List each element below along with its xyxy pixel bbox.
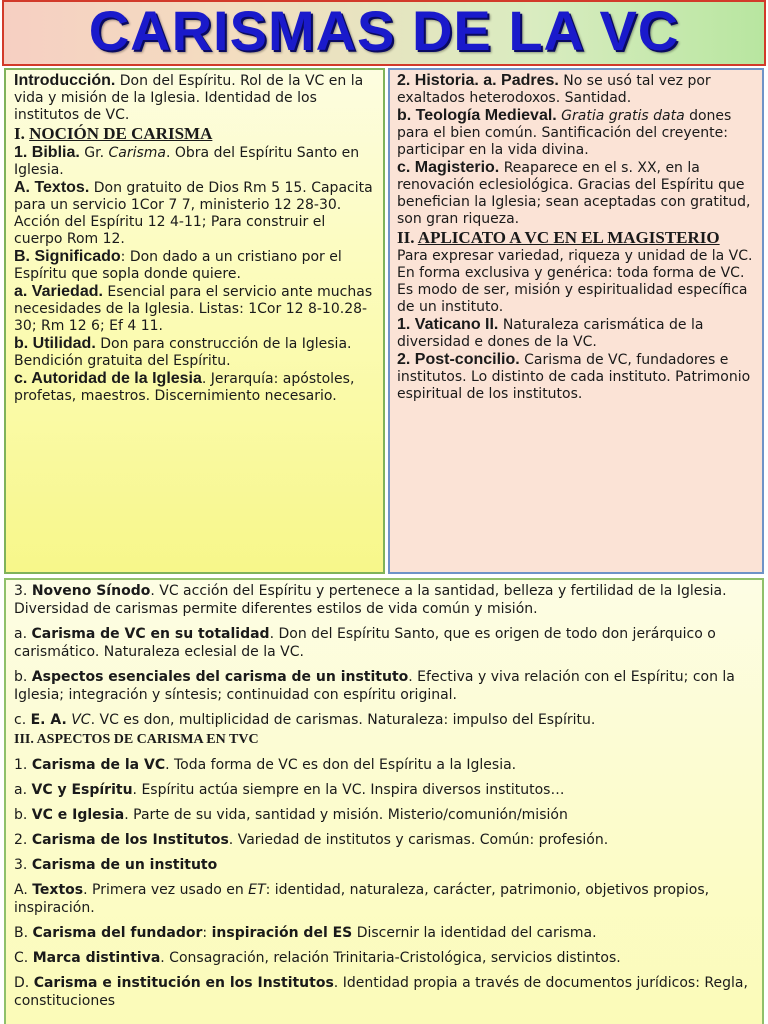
biblia-italic: Carisma [108, 145, 166, 161]
item-3-paragraph [14, 806, 754, 824]
item-2-paragraph [14, 781, 754, 799]
item-7-paragraph [14, 924, 754, 942]
item-7-text: Discernir la identidad del carisma. [352, 925, 597, 941]
postconcilio-paragraph [397, 351, 756, 403]
textos-paragraph [14, 179, 377, 248]
item-4-number: 2. [14, 832, 32, 848]
sinodo-number: 3. [14, 583, 32, 599]
a-paragraph [14, 625, 754, 661]
b-paragraph [14, 668, 754, 704]
a-text: . Don del Espíritu Santo, que es origen de todo don jerárquico o carismático. Naturaleza eclesial de la VC. [14, 626, 716, 660]
autoridad-label: c. Autoridad de la Iglesia [14, 370, 202, 387]
intro-label: Introducción. [14, 72, 116, 89]
section-1-title: NOCIÓN DE CARISMA [29, 124, 213, 143]
item-6-pre: . Primera vez usado en [83, 882, 249, 898]
intro-paragraph [14, 72, 377, 124]
b-number: b. [14, 669, 32, 685]
historia-paragraph [397, 72, 756, 107]
item-3-text: . Parte de su vida, santidad y misión. Misterio/comunión/misión [124, 807, 568, 823]
variedad-paragraph [14, 283, 377, 335]
teologia-italic: Gratia gratis data [556, 108, 685, 124]
item-5-paragraph [14, 856, 754, 874]
a-label: Carisma de VC en su totalidad [31, 626, 270, 642]
page-title: CARISMAS DE LA VC [88, 0, 680, 62]
section-1-heading [14, 124, 377, 144]
biblia-post: . Obra del Espíritu Santo en Iglesia. [14, 145, 360, 178]
variedad-text: Esencial para el servicio ante muchas necesidades de la Iglesia. Listas: 1Cor 12 8-10.28-30; Rm 12 6; Ef 4 11. [14, 284, 373, 334]
item-6-label: Textos [32, 882, 84, 898]
item-3-label: VC e Iglesia [31, 807, 125, 823]
historia-label: 2. Historia. a. Padres. [397, 72, 559, 89]
item-2-label: VC y Espíritu [31, 782, 133, 798]
magisterio-paragraph [397, 159, 756, 228]
item-3-number: b. [14, 807, 32, 823]
c-number: c. [14, 712, 31, 728]
utilidad-paragraph [14, 335, 377, 370]
section-2-title: APLICATO A VC EN EL MAGISTERIO [417, 228, 720, 247]
item-1-text: . Toda forma de VC es don del Espíritu a la Iglesia. [165, 757, 517, 773]
para-paragraph: Para expresar variedad, riqueza y unidad de la VC. En forma exclusiva y genérica: toda forma de VC. Es modo de ser, misión y espiritualidad específica de un instituto. [397, 248, 753, 315]
autoridad-paragraph [14, 370, 377, 405]
significado-text: : Don dado a un cristiano por el Espíritu que sopla donde quiere. [14, 249, 342, 282]
item-8-number: C. [14, 950, 33, 966]
textos-label: A. Textos. [14, 179, 90, 196]
item-2-number: a. [14, 782, 32, 798]
left-panel [4, 68, 385, 574]
item-7-number: B. [14, 925, 33, 941]
b-text: . Efectiva y viva relación con el Espíritu; con la Iglesia; integración y síntesis; continuidad con espíritu original. [14, 669, 735, 703]
bottom-panel [4, 578, 764, 1024]
item-6-text: : identidad, naturaleza, carácter, patrimonio, objetivos propios, inspiración. [14, 882, 710, 916]
magisterio-text: Reaparece en el s. XX, en la renovación eclesiológica. Gracias del Espíritu que benefician la Iglesia; sean aceptadas con gratitud, son gran riqueza. [397, 160, 751, 227]
vaticano-label: 1. Vaticano II. [397, 316, 499, 333]
item-1-number: 1. [14, 757, 32, 773]
item-4-label: Carisma de los Institutos [31, 832, 229, 848]
item-1-label: Carisma de la VC [31, 757, 166, 773]
postconcilio-label: 2. Post-concilio. [397, 351, 520, 368]
a-number: a. [14, 626, 32, 642]
item-8-label: Marca distintiva [32, 950, 161, 966]
item-7-label: Carisma del fundador [32, 925, 203, 941]
section-2-number: II. [397, 228, 418, 247]
teologia-paragraph [397, 107, 756, 159]
c-label: E. A. [30, 712, 67, 728]
item-6-paragraph [14, 881, 754, 917]
sinodo-paragraph [14, 582, 754, 618]
item-9-paragraph [14, 974, 754, 1010]
biblia-pre: Gr. [79, 145, 109, 161]
vaticano-paragraph [397, 316, 756, 351]
sinodo-label: Noveno Sínodo [31, 583, 151, 599]
item-5-number: 3. [14, 857, 32, 873]
c-italic: VC [66, 712, 91, 728]
item-4-paragraph [14, 831, 754, 849]
item-8-text: . Consagración, relación Trinitaria-Cristológica, servicios distintos. [160, 950, 621, 966]
section-3-heading: III. ASPECTOS DE CARISMA EN TVC [14, 732, 259, 747]
section-2-heading [397, 228, 756, 248]
item-2-text: . Espíritu actúa siempre en la VC. Inspira diversos institutos… [132, 782, 565, 798]
teologia-label: b. Teología Medieval. [397, 107, 557, 124]
magisterio-label: c. Magisterio. [397, 159, 500, 176]
right-panel [388, 68, 764, 574]
significado-paragraph [14, 248, 377, 283]
intro-text: Don del Espíritu. Rol de la VC en la vida y misión de la Iglesia. Identidad de los institutos de VC. [14, 73, 364, 123]
item-1-paragraph [14, 756, 754, 774]
section-1-number: I. [14, 124, 30, 143]
item-7-label-2: inspiración del ES [211, 925, 353, 941]
biblia-paragraph [14, 144, 377, 179]
c-paragraph [14, 711, 754, 729]
historia-text: No se usó tal vez por exaltados heterodoxos. Santidad. [397, 73, 711, 106]
item-5-label: Carisma de un instituto [31, 857, 218, 873]
b-label: Aspectos esenciales del carisma de un instituto [31, 669, 409, 685]
postconcilio-text: Carisma de VC, fundadores e institutos. Lo distinto de cada instituto. Patrimonio espiritual de los institutos. [397, 352, 751, 402]
utilidad-label: b. Utilidad. [14, 335, 96, 352]
sinodo-text: . VC acción del Espíritu y pertenece a la santidad, belleza y fertilidad de la Iglesia. Diversidad de carismas permite diferentes estilos de vida común y misión. [14, 583, 727, 617]
variedad-label: a. Variedad. [14, 283, 103, 300]
c-text: . VC es don, multiplicidad de carismas. Naturaleza: impulso del Espíritu. [90, 712, 596, 728]
textos-text: Don gratuito de Dios Rm 5 15. Capacita para un servicio 1Cor 7 7, ministerio 12 28-30. Acción del Espíritu 12 4-11; Para construir el cuerpo Rom 12. [14, 180, 373, 247]
item-6-italic: ET [248, 882, 266, 898]
autoridad-text: . Jerarquía: apóstoles, profetas, maestros. Discernimiento necesario. [14, 371, 355, 404]
biblia-label: 1. Biblia. [14, 144, 80, 161]
teologia-text: dones para el bien común. Santificación del creyente: participar en la vida divina. [397, 108, 732, 158]
significado-label: B. Significado [14, 248, 121, 265]
vaticano-text: Naturaleza carismática de la diversidad e dones de la VC. [397, 317, 704, 350]
item-7-mid: : [202, 925, 212, 941]
item-8-paragraph [14, 949, 754, 967]
item-6-number: A. [14, 882, 33, 898]
item-9-label: Carisma e institución en los Institutos [33, 975, 334, 991]
item-9-number: D. [14, 975, 34, 991]
title-banner [2, 0, 766, 66]
utilidad-text: Don para construcción de la Iglesia. Bendición gratuita del Espíritu. [14, 336, 352, 369]
item-4-text: . Variedad de institutos y carismas. Común: profesión. [228, 832, 609, 848]
item-9-text: . Identidad propia a través de documentos jurídicos: Regla, constituciones [14, 975, 748, 1009]
